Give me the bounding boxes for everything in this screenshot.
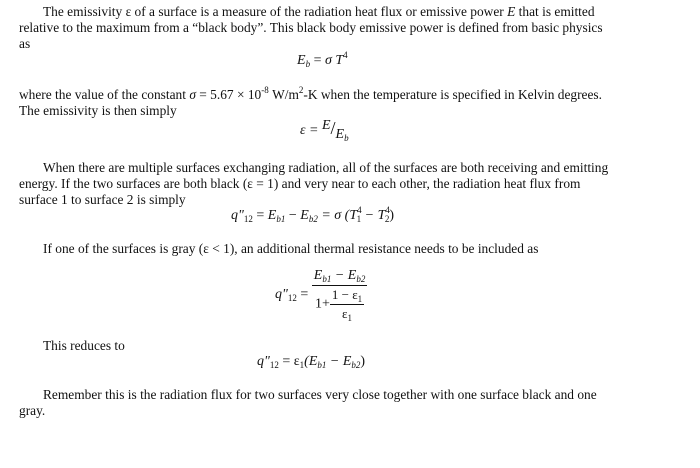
eq-main-numerator	[312, 268, 368, 286]
eq-symbol: E	[300, 208, 309, 223]
paragraph-1-line-3: as	[19, 36, 31, 51]
paragraph-1-line-2: relative to the maximum from a “black body”. This black body emissive power is defined from basic physics	[19, 20, 603, 35]
paragraph-2-line-2: The emissivity is then simply	[19, 103, 177, 118]
eq-operator: =	[256, 208, 265, 223]
eq-operator: =	[313, 53, 322, 68]
eq-symbol: − E	[331, 268, 357, 283]
eq-denominator: E	[335, 127, 345, 142]
paragraph-6-line-2: gray.	[19, 403, 46, 418]
eq-symbol: E	[313, 268, 323, 283]
eq-subscript: b1	[317, 360, 327, 370]
paragraph-3-line-3: surface 1 to surface 2 is simply	[19, 192, 186, 207]
eq-subscript: b2	[351, 360, 361, 370]
equation-blackbody-emissive-power	[297, 50, 348, 69]
eq-subscript: b	[305, 59, 311, 69]
eq-subscript: b	[344, 133, 349, 143]
eq-subscript: b1	[276, 214, 286, 224]
paragraph-4-line-1: If one of the surfaces is gray (ε < 1), an additional thermal resistance needs to be included as	[43, 241, 539, 256]
eq-subscript: b1	[322, 274, 332, 284]
text-span: The emissivity ε of a surface is a measure of the radiation heat flux or emissive power	[43, 4, 504, 19]
eq-operator: )	[360, 354, 366, 369]
eq-superscript: 4	[357, 205, 362, 215]
equation-reduced-flux	[257, 354, 365, 370]
eq-main-denominator	[312, 286, 368, 322]
equation-emissivity: $\varepsilon = E/E_b$	[300, 118, 349, 143]
eq-subscript: b2	[308, 214, 318, 224]
paragraph-6-line-1: Remember this is the radiation flux for two surfaces very close together with one surface black and one	[43, 387, 597, 402]
text-span: that is emitted	[518, 4, 595, 19]
eq-symbol: (E	[304, 354, 318, 369]
eq-numerator: E	[321, 118, 331, 133]
variable-e: E	[507, 4, 516, 19]
paragraph-2-line-1	[19, 87, 602, 103]
eq-symbol: − T	[364, 208, 386, 223]
sigma-symbol: σ	[189, 87, 196, 102]
eq-subscript: 2	[384, 214, 390, 224]
eq-symbol: σ T	[324, 53, 344, 68]
eq-main-fraction	[312, 268, 368, 322]
eq-operator: = ε	[282, 354, 300, 369]
eq-subscript: 1	[299, 360, 305, 370]
eq-symbol: = σ (T	[321, 208, 358, 223]
eq-symbol: q"	[257, 354, 270, 369]
exponent: -8	[261, 85, 269, 95]
eq-subscript: 1	[357, 294, 363, 304]
eq-symbol: ε =	[300, 123, 319, 138]
eq-subscript: 12	[269, 360, 279, 370]
eq-symbol: E	[297, 53, 306, 68]
eq-subscript: 12	[243, 214, 253, 224]
eq-subscript: 1	[347, 313, 352, 323]
paragraph-3-line-1: When there are multiple surfaces exchanging radiation, all of the surfaces are both receiving and emitting	[43, 160, 609, 175]
paragraph-1-line-1	[43, 4, 595, 20]
eq-subscript: b2	[356, 274, 366, 284]
equation-gray-surface-flux	[275, 268, 367, 322]
paragraph-3-line-2: energy. If the two surfaces are both black (ε = 1) and very near to each other, the radiation heat flux from	[19, 176, 581, 191]
eq-operator: )	[389, 208, 395, 223]
equation-black-surfaces-flux	[231, 205, 395, 224]
eq-operator: =	[300, 287, 309, 302]
eq-superscript: 4	[385, 205, 390, 215]
paragraph-5-line-1: This reduces to	[43, 338, 125, 353]
text-span: W/m	[272, 87, 299, 102]
eq-symbol: ε	[342, 306, 348, 321]
text-span: -K when the temperature is specified in Kelvin degrees.	[303, 87, 602, 102]
eq-inner-fraction	[330, 287, 364, 322]
eq-symbol: q"	[231, 208, 244, 223]
eq-inner-denominator	[330, 305, 364, 322]
eq-operator: −	[288, 208, 297, 223]
eq-inner-numerator	[330, 287, 364, 305]
eq-symbol: − E	[326, 354, 352, 369]
eq-symbol: q"	[275, 287, 288, 302]
eq-symbol: 1+	[314, 296, 330, 312]
exponent: 2	[298, 85, 304, 95]
eq-subscript: 12	[287, 293, 297, 303]
eq-symbol: 1 − ε	[331, 287, 358, 302]
text-span: = 5.67 × 10	[199, 87, 262, 102]
eq-subscript: 1	[356, 214, 362, 224]
text-span: where the value of the constant	[19, 87, 186, 102]
eq-symbol: E	[267, 208, 277, 223]
eq-superscript: 4	[343, 50, 348, 60]
